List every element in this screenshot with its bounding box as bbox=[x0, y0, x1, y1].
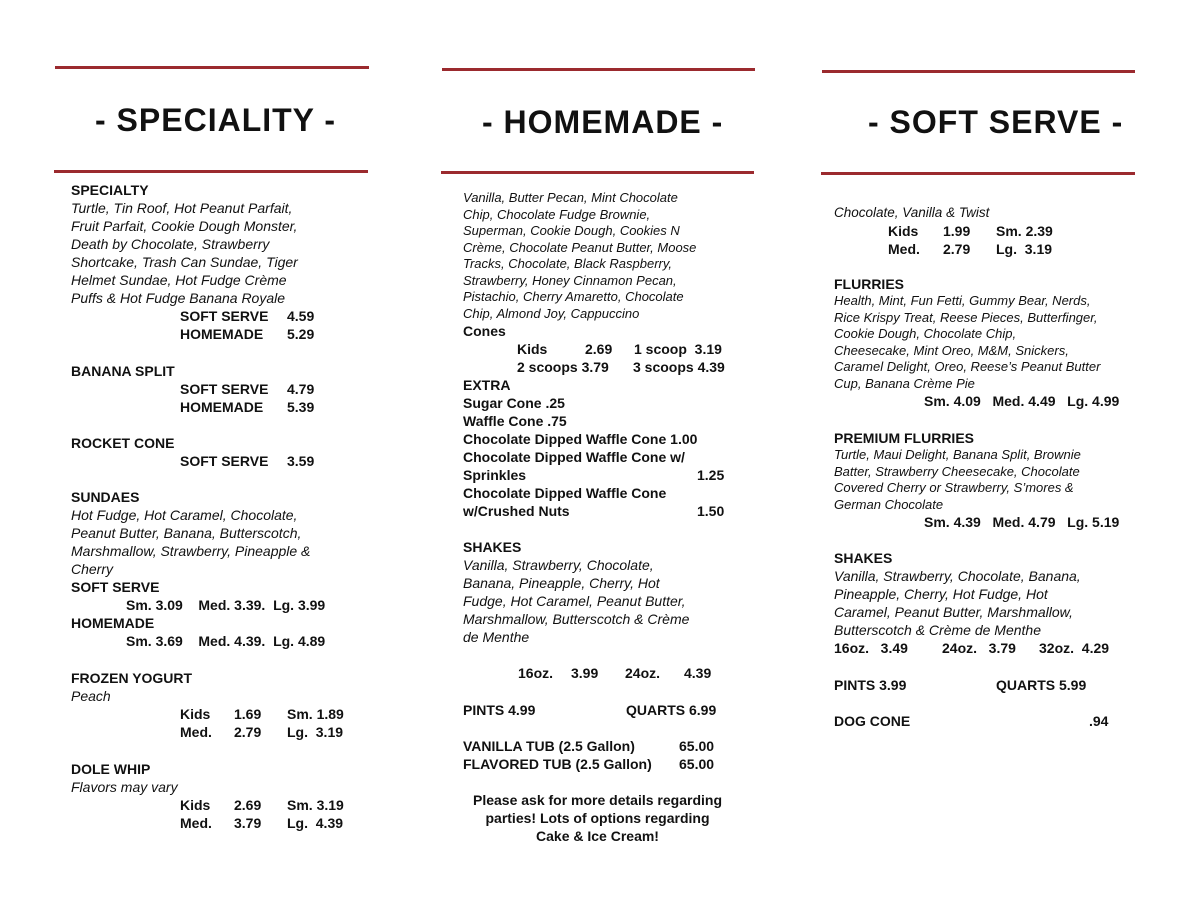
tub-price: 65.00 bbox=[679, 738, 715, 754]
sundaes-soft-serve-prices: Sm. 3.09 Med. 3.39. Lg. 3.99 bbox=[126, 597, 326, 613]
size-price: 2.79 bbox=[943, 241, 971, 257]
shakes-heading: SHAKES bbox=[463, 539, 522, 555]
size-price: 2.79 bbox=[234, 724, 262, 740]
extra-item: Sugar Cone .25 bbox=[463, 395, 565, 411]
extra-price: 1.25 bbox=[697, 467, 725, 483]
shake-price: 4.39 bbox=[684, 665, 712, 681]
homemade-bottom-rule bbox=[441, 171, 754, 174]
soft-serve-title: - SOFT SERVE - bbox=[868, 104, 1124, 140]
shake-price: 3.99 bbox=[571, 665, 599, 681]
cone-price: 1 scoop 3.19 bbox=[634, 341, 722, 357]
dole-whip-desc: Flavors may vary bbox=[71, 779, 178, 795]
premium-flurries-desc-line: Batter, Strawberry Cheesecake, Chocolate bbox=[834, 463, 1080, 479]
homemade-tubs bbox=[463, 737, 743, 773]
size-label: Med. bbox=[888, 241, 920, 257]
homemade-shakes-section bbox=[463, 538, 743, 682]
shakes-desc-line: Marshmallow, Butterscotch & Crème bbox=[463, 611, 690, 627]
flurries-desc-line: Caramel Delight, Oreo, Reese’s Peanut Butter bbox=[834, 359, 1101, 374]
dog-cone-row bbox=[834, 712, 1134, 730]
dole-whip-price-row bbox=[71, 796, 344, 814]
shake-size-price: 16oz. 3.49 bbox=[834, 640, 908, 656]
dog-cone-price: .94 bbox=[1089, 713, 1109, 729]
shakes-desc-line: Butterscotch & Crème de Menthe bbox=[834, 622, 1041, 638]
price-label: HOMEMADE bbox=[180, 326, 264, 342]
specialty-desc-line: Turtle, Tin Roof, Hot Peanut Parfait, bbox=[71, 200, 293, 216]
banana-split-price-row bbox=[71, 398, 315, 416]
flavor-line: Pistachio, Cherry Amaretto, Chocolate bbox=[463, 289, 684, 304]
size-label: Med. bbox=[180, 724, 212, 740]
extra-item: Chocolate Dipped Waffle Cone w/ bbox=[463, 449, 685, 465]
sundaes-homemade-prices: Sm. 3.69 Med. 4.39. Lg. 4.89 bbox=[126, 633, 326, 649]
specialty-desc-line: Fruit Parfait, Cookie Dough Monster, bbox=[71, 218, 298, 234]
specialty-heading: SPECIALTY bbox=[71, 182, 149, 198]
extra-section bbox=[463, 376, 743, 520]
size-price: Lg. 3.19 bbox=[287, 724, 344, 740]
dole-whip-section bbox=[71, 760, 344, 832]
size-price: Sm. 1.89 bbox=[287, 706, 344, 722]
size-price: Sm. 3.19 bbox=[287, 797, 344, 813]
size-label: Kids bbox=[180, 797, 211, 813]
frozen-yogurt-desc: Peach bbox=[71, 688, 111, 704]
specialty-price-row bbox=[71, 325, 315, 343]
shake-size-price: 32oz. 4.29 bbox=[1039, 640, 1110, 656]
rocket-cone-price-row bbox=[71, 452, 315, 470]
flurries-desc-line: Cup, Banana Crème Pie bbox=[834, 375, 975, 391]
shakes-desc-line: Pineapple, Cherry, Hot Fudge, Hot bbox=[834, 586, 1048, 602]
soft-serve-flavors: Chocolate, Vanilla & Twist bbox=[834, 205, 990, 220]
extra-label: w/Crushed Nuts bbox=[463, 503, 570, 519]
shakes-heading: SHAKES bbox=[834, 550, 893, 566]
rocket-cone-heading: ROCKET CONE bbox=[71, 435, 175, 451]
shakes-price-row bbox=[834, 639, 1134, 657]
price-label: SOFT SERVE bbox=[180, 308, 269, 324]
specialty-desc-line: Puffs & Hot Fudge Banana Royale bbox=[71, 290, 286, 306]
pints-price: PINTS 4.99 bbox=[463, 702, 536, 718]
flurries-desc-line: Health, Mint, Fun Fetti, Gummy Bear, Nerds, bbox=[834, 293, 1091, 308]
cones-price-row bbox=[463, 340, 743, 358]
premium-flurries-desc-line: Covered Cherry or Strawberry, S’mores & bbox=[834, 480, 1074, 495]
size-price: 3.79 bbox=[234, 815, 262, 831]
flurries-desc-line: Cheesecake, Mint Oreo, M&M, Snickers, bbox=[834, 342, 1069, 358]
price-value: 5.39 bbox=[287, 399, 315, 415]
sundaes-desc-line: Cherry bbox=[71, 561, 114, 577]
party-note-line: Please ask for more details regarding bbox=[473, 792, 722, 808]
flavor-line: Strawberry, Honey Cinnamon Pecan, bbox=[463, 272, 677, 288]
dog-cone-label: DOG CONE bbox=[834, 713, 911, 729]
premium-flurries-heading: PREMIUM FLURRIES bbox=[834, 430, 974, 446]
premium-flurries-desc-line: Turtle, Maui Delight, Banana Split, Brownie bbox=[834, 447, 1081, 462]
tub-row bbox=[463, 755, 743, 773]
homemade-title: - HOMEMADE - bbox=[482, 104, 724, 140]
shake-size: 24oz. bbox=[625, 665, 661, 681]
sundaes-desc-line: Hot Fudge, Hot Caramel, Chocolate, bbox=[71, 507, 298, 523]
sundaes-soft-serve-label: SOFT SERVE bbox=[71, 579, 160, 595]
flurries-prices: Sm. 4.09 Med. 4.49 Lg. 4.99 bbox=[924, 393, 1120, 409]
price-label: SOFT SERVE bbox=[180, 453, 269, 469]
soft-serve-top-rule bbox=[822, 70, 1135, 73]
extra-item: Chocolate Dipped Waffle Cone bbox=[463, 485, 667, 501]
flavor-line: Vanilla, Butter Pecan, Mint Chocolate bbox=[463, 190, 678, 205]
size-label: Kids bbox=[180, 706, 211, 722]
specialty-desc-line: Helmet Sundae, Hot Fudge Crème bbox=[71, 272, 287, 288]
size-price: Sm. 2.39 bbox=[996, 223, 1053, 239]
size-label: Kids bbox=[888, 223, 919, 239]
sundaes-desc-line: Peanut Butter, Banana, Butterscotch, bbox=[71, 525, 302, 541]
sundaes-desc-line: Marshmallow, Strawberry, Pineapple & bbox=[71, 543, 311, 559]
tub-row bbox=[463, 737, 743, 755]
size-price: 1.99 bbox=[943, 223, 971, 239]
soft-serve-shakes-section bbox=[834, 549, 1134, 657]
specialty-desc-line: Death by Chocolate, Strawberry bbox=[71, 236, 270, 252]
premium-flurries-desc-line: German Chocolate bbox=[834, 496, 944, 512]
dole-whip-heading: DOLE WHIP bbox=[71, 761, 151, 777]
soft-serve-bottom-rule bbox=[821, 172, 1135, 175]
flavor-line: Tracks, Chocolate, Black Raspberry, bbox=[463, 256, 673, 271]
shakes-desc-line: Caramel, Peanut Butter, Marshmallow, bbox=[834, 604, 1073, 620]
sundaes-section bbox=[71, 488, 325, 650]
tub-price: 65.00 bbox=[679, 756, 715, 772]
premium-flurries-prices: Sm. 4.39 Med. 4.79 Lg. 5.19 bbox=[924, 514, 1120, 530]
frozen-yogurt-heading: FROZEN YOGURT bbox=[71, 670, 193, 686]
soft-serve-price-row bbox=[834, 240, 1134, 258]
price-value: 4.79 bbox=[287, 381, 315, 397]
flavor-line: Chip, Almond Joy, Cappuccino bbox=[463, 305, 640, 321]
homemade-pints-quarts bbox=[463, 701, 743, 719]
price-value: 5.29 bbox=[287, 326, 315, 342]
frozen-yogurt-price-row bbox=[71, 705, 344, 723]
extra-price-row bbox=[463, 502, 743, 520]
party-note bbox=[455, 791, 740, 845]
pints-price: PINTS 3.99 bbox=[834, 677, 907, 693]
cones-section bbox=[463, 322, 743, 376]
flavor-line: Crème, Chocolate Peanut Butter, Moose bbox=[463, 239, 697, 255]
extra-price-row bbox=[463, 466, 743, 484]
extra-item: Chocolate Dipped Waffle Cone 1.00 bbox=[463, 431, 698, 447]
cones-heading: Cones bbox=[463, 323, 506, 339]
pints-quarts-row bbox=[463, 701, 743, 719]
speciality-top-rule bbox=[55, 66, 369, 69]
dole-whip-price-row bbox=[71, 814, 344, 832]
soft-serve-price-row bbox=[834, 222, 1134, 240]
speciality-bottom-rule bbox=[54, 170, 368, 173]
rocket-cone-section bbox=[71, 434, 315, 470]
size-price: Lg. 3.19 bbox=[996, 241, 1053, 257]
shake-size-price: 24oz. 3.79 bbox=[942, 640, 1016, 656]
price-label: SOFT SERVE bbox=[180, 381, 269, 397]
pints-quarts-row bbox=[834, 676, 1134, 694]
extra-price: 1.50 bbox=[697, 503, 725, 519]
flavor-line: Superman, Cookie Dough, Cookies N bbox=[463, 223, 680, 238]
shakes-desc-line: Vanilla, Strawberry, Chocolate, Banana, bbox=[834, 568, 1081, 584]
frozen-yogurt-section bbox=[71, 669, 344, 741]
extra-label: Sprinkles bbox=[463, 467, 527, 483]
size-price: Lg. 4.39 bbox=[287, 815, 344, 831]
quarts-price: QUARTS 5.99 bbox=[996, 677, 1087, 693]
cone-label: Kids bbox=[517, 341, 548, 357]
size-price: 1.69 bbox=[234, 706, 262, 722]
soft-serve-pints-quarts bbox=[834, 676, 1134, 694]
shakes-desc-line: Vanilla, Strawberry, Chocolate, bbox=[463, 557, 654, 573]
speciality-title: - SPECIALITY - bbox=[95, 102, 336, 138]
extra-heading: EXTRA bbox=[463, 377, 511, 393]
homemade-flavors bbox=[463, 190, 696, 322]
party-note-line: Cake & Ice Cream! bbox=[536, 828, 659, 844]
party-note-line: parties! Lots of options regarding bbox=[485, 810, 710, 826]
premium-flurries-section bbox=[834, 429, 1134, 531]
size-price: 2.69 bbox=[234, 797, 262, 813]
dog-cone-section bbox=[834, 712, 1134, 730]
price-value: 3.59 bbox=[287, 453, 315, 469]
cone-price: 3 scoops 4.39 bbox=[633, 359, 725, 375]
flurries-desc-line: Cookie Dough, Chocolate Chip, bbox=[834, 326, 1017, 341]
flurries-desc-line: Rice Krispy Treat, Reese Pieces, Butterfinger, bbox=[834, 309, 1098, 325]
homemade-top-rule bbox=[442, 68, 755, 71]
soft-serve-base-section bbox=[834, 204, 1134, 258]
banana-split-heading: BANANA SPLIT bbox=[71, 363, 175, 379]
specialty-price-row bbox=[71, 307, 315, 325]
shakes-desc-line: Fudge, Hot Caramel, Peanut Butter, bbox=[463, 593, 686, 609]
shakes-desc-line: Banana, Pineapple, Cherry, Hot bbox=[463, 575, 660, 591]
cone-price: 2.69 bbox=[585, 341, 613, 357]
quarts-price: QUARTS 6.99 bbox=[626, 702, 717, 718]
frozen-yogurt-price-row bbox=[71, 723, 344, 741]
shakes-desc-line: de Menthe bbox=[463, 629, 530, 645]
shake-size: 16oz. bbox=[518, 665, 554, 681]
extra-item: Waffle Cone .75 bbox=[463, 413, 567, 429]
sundaes-heading: SUNDAES bbox=[71, 489, 140, 505]
cone-label: 2 scoops 3.79 bbox=[517, 359, 609, 375]
specialty-section bbox=[71, 181, 315, 343]
tub-label: FLAVORED TUB (2.5 Gallon) bbox=[463, 756, 652, 772]
specialty-desc-line: Shortcake, Trash Can Sundae, Tiger bbox=[71, 254, 298, 270]
tub-label: VANILLA TUB (2.5 Gallon) bbox=[463, 738, 635, 754]
price-label: HOMEMADE bbox=[180, 399, 264, 415]
flavor-line: Chip, Chocolate Fudge Brownie, bbox=[463, 206, 651, 222]
size-label: Med. bbox=[180, 815, 212, 831]
banana-split-section bbox=[71, 362, 315, 416]
banana-split-price-row bbox=[71, 380, 315, 398]
sundaes-homemade-label: HOMEMADE bbox=[71, 615, 155, 631]
cones-price-row bbox=[463, 358, 743, 376]
price-value: 4.59 bbox=[287, 308, 315, 324]
flurries-section bbox=[834, 275, 1134, 410]
flurries-heading: FLURRIES bbox=[834, 276, 904, 292]
shakes-price-row bbox=[463, 664, 743, 682]
